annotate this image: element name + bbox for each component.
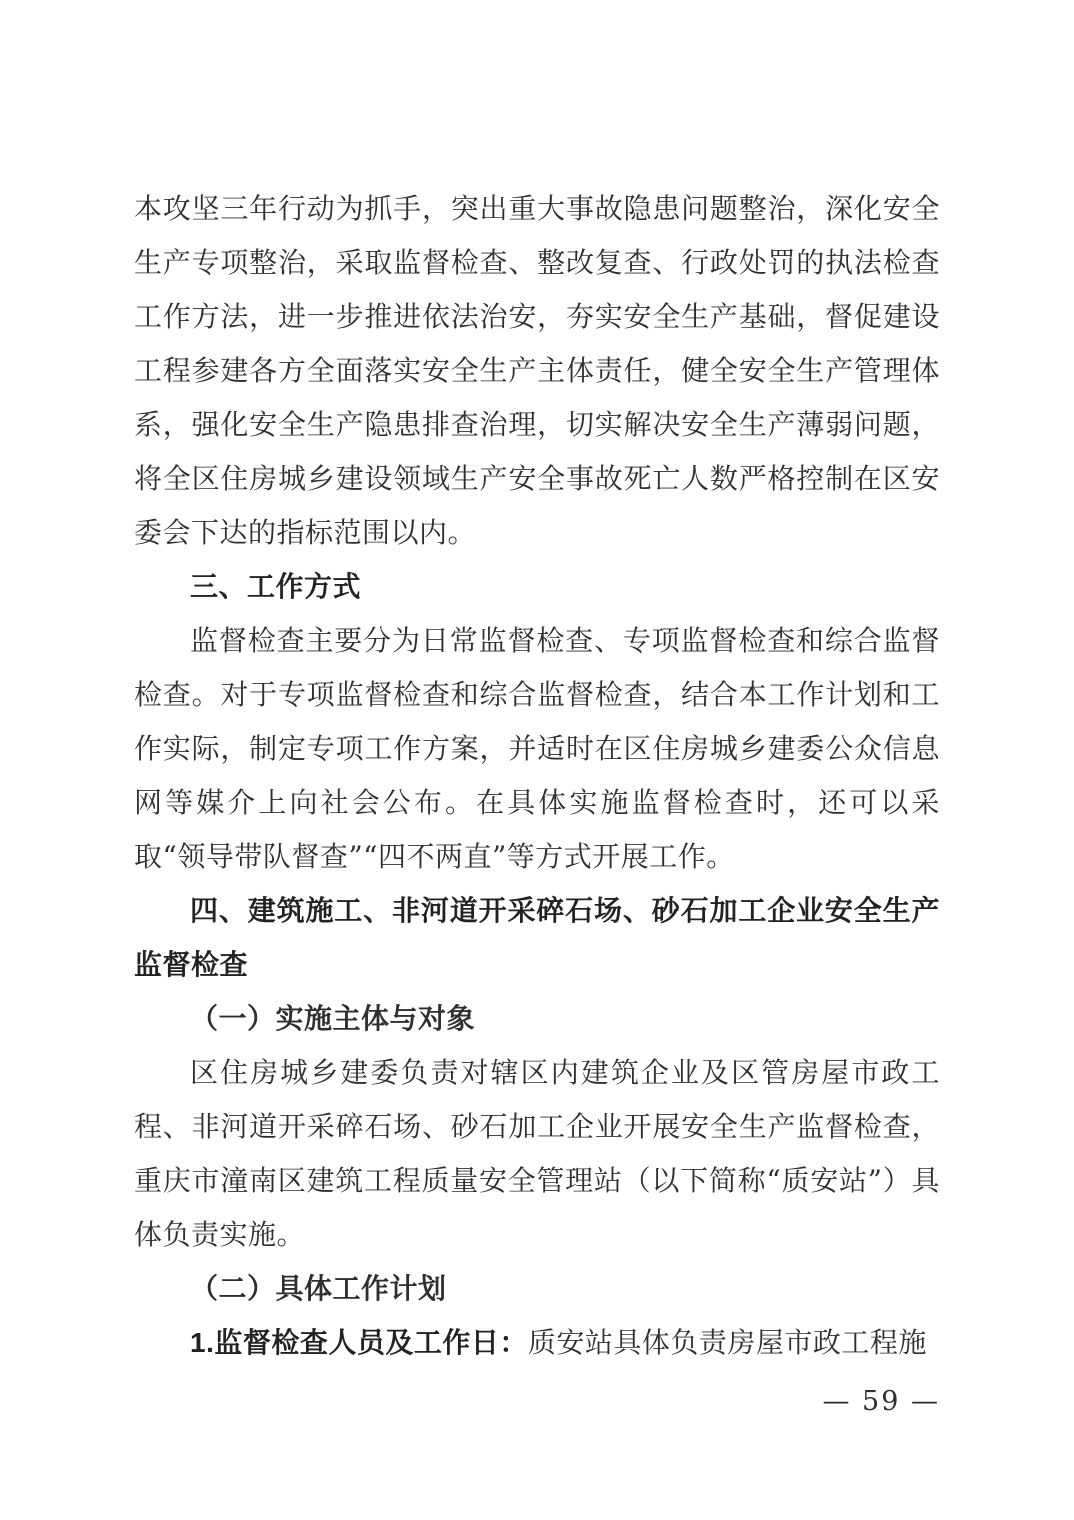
paragraph-lead-bold: 1.监督检查人员及工作日：: [190, 1327, 528, 1358]
document-body: [134, 182, 940, 1370]
paragraph-work-plan-item-1: [134, 1316, 940, 1370]
paragraph-continuation: 本攻坚三年行动为抓手，突出重大事故隐患问题整治，深化安全生产专项整治，采取监督检查、整改复查、行政处罚的执法检查工作方法，进一步推进依法治安，夯实安全生产基础，督促建设工程参建各方全面落实安全生产主体责任，健全安全生产管理体系，强化安全生产隐患排查治理，切实解决安全生产薄弱问题，将全区住房城乡建设领域生产安全事故死亡人数严格控制在区安委会下达的指标范围以内。: [134, 192, 940, 549]
paragraph-supervision-types: 监督检查主要分为日常监督检查、专项监督检查和综合监督检查。对于专项监督检查和综合监督检查，结合本工作计划和工作实际，制定专项工作方案，并适时在区住房城乡建委公众信息网等媒介上向社会公布。在具体实施监督检查时，还可以采取“领导带队督查”“四不两直”等方式开展工作。: [134, 624, 940, 873]
page-number: — 59 —: [822, 1386, 940, 1417]
sub-heading-1-subject-and-object: （一）实施主体与对象: [190, 1002, 476, 1035]
paragraph-lead-rest: 质安站具体负责房屋市政工程施: [527, 1326, 927, 1359]
paragraph-responsibility: 区住房城乡建委负责对辖区内建筑企业及区管房屋市政工程、非河道开采碎石场、砂石加工企业开展安全生产监督检查，重庆市潼南区建筑工程质量安全管理站（以下简称“质安站”）具体负责实施。: [134, 1056, 940, 1251]
section-heading-4-construction-safety: 四、建筑施工、非河道开采碎石场、砂石加工企业安全生产监督检查: [134, 895, 940, 980]
section-heading-3-work-method: 三、工作方式: [190, 571, 362, 602]
sub-heading-2-work-plan: （二）具体工作计划: [190, 1272, 447, 1305]
